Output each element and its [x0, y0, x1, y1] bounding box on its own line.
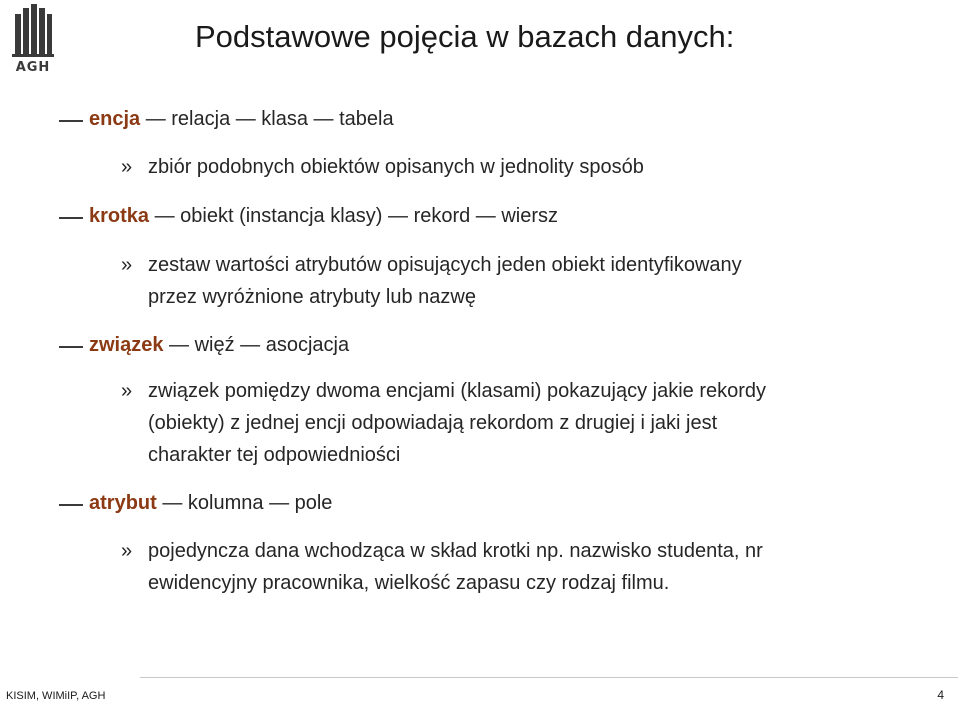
term-synonyms: — kolumna — pole [156, 492, 333, 514]
term-synonyms: — obiekt (instancja klasy) — rekord — wiersz [149, 205, 559, 227]
sub-bullet-text: zbiór podobnych obiektów opisanych w jednolity sposób [148, 156, 644, 178]
dash-bullet [59, 346, 83, 348]
term-label: krotka [89, 205, 150, 227]
term-synonyms: — więź — asocjacja [163, 334, 350, 356]
dash-bullet [59, 504, 83, 506]
agh-logo-text: AGH [15, 60, 51, 75]
chevron-icon: » [121, 540, 133, 562]
slide-title: Podstawowe pojęcia w bazach danych: [195, 19, 735, 54]
page-number: 4 [937, 688, 944, 702]
chevron-icon: » [121, 380, 133, 402]
sub-bullet-text: pojedyncza dana wchodząca w skład krotki np. nazwisko studenta, nr [148, 540, 763, 562]
sub-bullet-text: związek pomiędzy dwoma encjami (klasami) pokazujący jakie rekordy [148, 380, 767, 402]
slide-footer [0, 672, 960, 705]
footer-institution: KISIM, WIMiIP, AGH [6, 690, 106, 702]
chevron-icon: » [121, 254, 133, 276]
sub-bullet-text: zestaw wartości atrybutów opisujących jeden obiekt identyfikowany [148, 254, 742, 276]
sub-bullet-text: przez wyróżnione atrybuty lub nazwę [148, 286, 476, 308]
sub-bullet-text: ewidencyjny pracownika, wielkość zapasu czy rodzaj filmu. [148, 572, 670, 594]
sub-bullet-text: charakter tej odpowiedniości [148, 444, 401, 466]
bullet-zwiazek [89, 334, 349, 357]
term-label: atrybut [89, 492, 157, 514]
bullet-atrybut [89, 492, 332, 515]
term-label: encja [89, 108, 141, 130]
term-label: związek [89, 334, 164, 356]
bullet-encja [89, 108, 394, 131]
dash-bullet [59, 120, 83, 122]
bullet-krotka [89, 205, 558, 228]
dash-bullet [59, 217, 83, 219]
term-synonyms: — relacja — klasa — tabela [140, 108, 394, 130]
footer-divider [140, 677, 958, 678]
sub-bullet-text: (obiekty) z jednej encji odpowiadają rekordom z drugiej i jaki jest [148, 412, 718, 434]
chevron-icon: » [121, 156, 133, 178]
